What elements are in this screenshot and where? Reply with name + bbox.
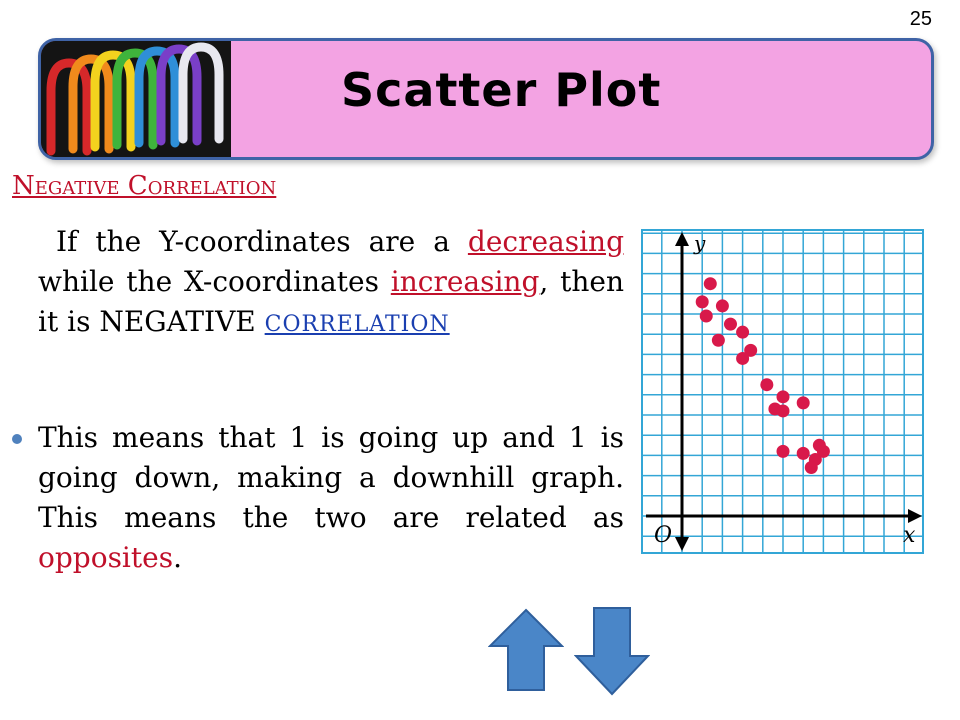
para-lead: If the Y-coordinates are a xyxy=(55,225,450,258)
scatter-point xyxy=(716,299,729,312)
origin-label: O xyxy=(654,523,673,548)
subheading: Negative Correlation xyxy=(12,171,277,201)
bullet-end: . xyxy=(173,541,182,574)
scatter-point xyxy=(736,352,749,365)
arrow-down-icon[interactable] xyxy=(574,606,650,696)
scatter-point xyxy=(736,326,749,339)
title-banner xyxy=(38,38,934,160)
scatter-point xyxy=(805,461,818,474)
bullet-item xyxy=(12,418,624,578)
scatter-point xyxy=(696,295,709,308)
scatter-point xyxy=(797,396,810,409)
para-tail: , then it is NEGATIVE xyxy=(38,265,624,338)
scatter-point xyxy=(797,447,810,460)
scatter-point xyxy=(704,277,717,290)
word-increasing: increasing xyxy=(390,265,540,298)
arrow-up-icon[interactable] xyxy=(488,608,564,692)
word-decreasing: decreasing xyxy=(467,225,624,258)
rainbow-arches-logo xyxy=(41,41,231,157)
scatter-chart xyxy=(640,228,925,555)
scatter-point xyxy=(700,310,713,323)
bullet-dot-icon xyxy=(12,434,22,444)
scatter-plot-svg xyxy=(640,228,925,555)
scatter-point xyxy=(817,445,830,458)
definition-paragraph xyxy=(38,222,624,345)
bullet-text xyxy=(38,418,624,578)
slide-title: Scatter Plot xyxy=(341,63,662,117)
scatter-point xyxy=(777,404,790,417)
page-number: 25 xyxy=(909,8,932,30)
word-correlation-link[interactable]: CORRELATION xyxy=(264,312,450,337)
y-axis-label: y xyxy=(694,231,706,255)
x-axis-label: x xyxy=(903,523,916,548)
scatter-point xyxy=(777,390,790,403)
scatter-point xyxy=(724,318,737,331)
scatter-point xyxy=(760,378,773,391)
word-opposites: opposites xyxy=(38,541,174,574)
scatter-point xyxy=(712,334,725,347)
para-mid: while the X-coordinates xyxy=(38,265,379,298)
bullet-body: This means that 1 is going up and 1 is going down, making a downhill graph. This means the two are related as xyxy=(38,421,624,534)
scatter-point xyxy=(777,445,790,458)
